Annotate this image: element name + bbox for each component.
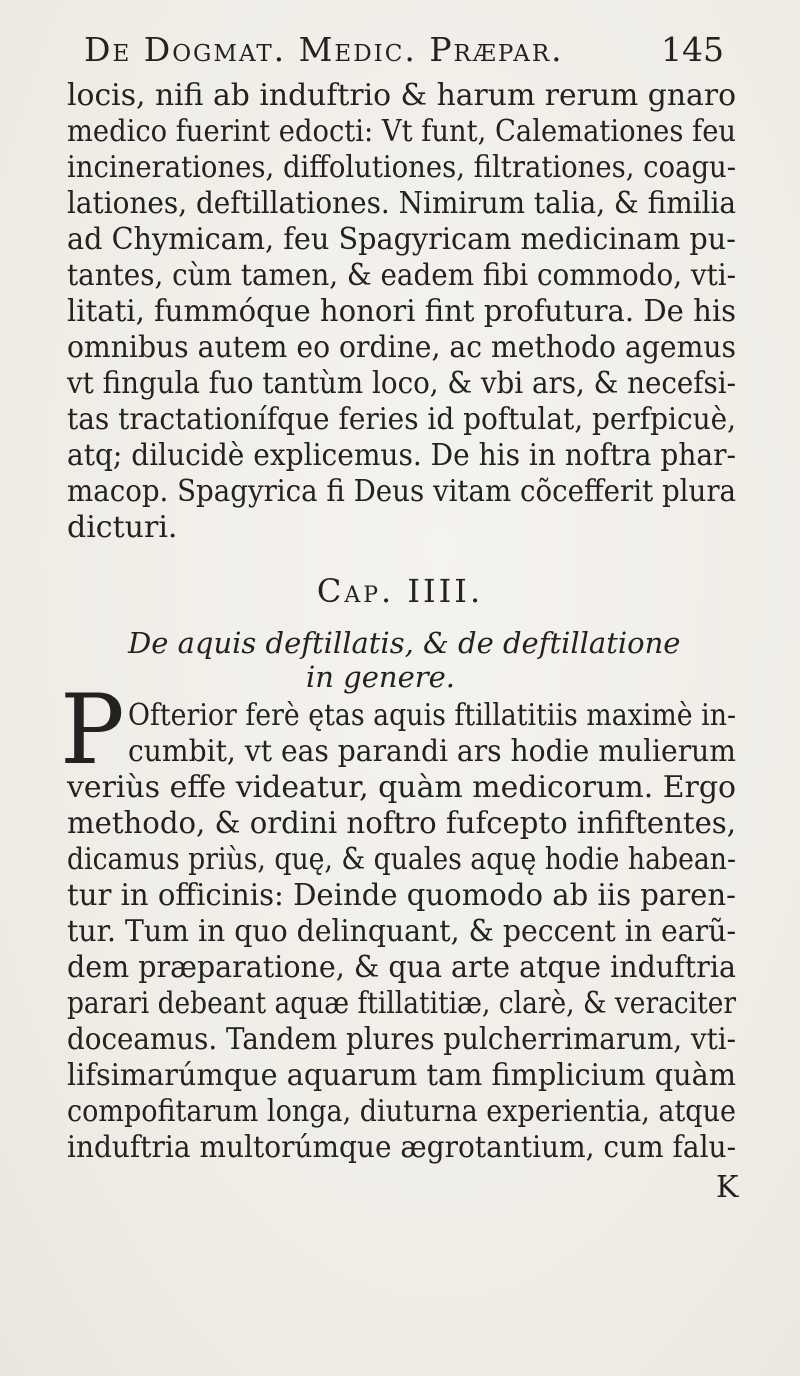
text-line: compofitarum longa, diuturna experientia, atque — [67, 1094, 736, 1129]
text-line: dem præparatione, & qua arte atque induftria — [67, 950, 736, 985]
text-line: incinerationes, diffolutiones, filtrationes, coagu- — [67, 150, 737, 185]
text-line: cumbit, vt eas parandi ars hodie mulierum — [128, 734, 736, 769]
text-line: parari debeant aquæ ftillatitiæ, clarè, & veraciter — [67, 986, 737, 1021]
text-line: lationes, deftillationes. Nimirum talia, & fimilia — [67, 186, 737, 221]
text-line: veriùs effe videatur, quàm medicorum. Ergo — [67, 770, 736, 805]
text-line: lifsimarúmque aquarum tam fimplicium quàm — [67, 1058, 736, 1093]
text-line: litati, fummóque honori fint profutura. De his — [67, 294, 737, 329]
text-line: doceamus. Tandem plures pulcherrimarum, vti- — [67, 1022, 736, 1057]
chapter-heading: Cap. IIII. — [316, 572, 484, 610]
page-header — [84, 30, 724, 74]
text-line: vt fingula fuo tantùm loco, & vbi ars, & necefsi- — [67, 366, 737, 401]
running-head: De Dogmat. Medic. Præpar. — [84, 30, 564, 69]
text-line: methodo, & ordini noftro fufcepto infiftentes, — [67, 806, 737, 841]
text-line: dicturi. — [67, 510, 178, 545]
text-line: tur in officinis: Deinde quomodo ab iis paren- — [67, 878, 736, 913]
chapter-subtitle: De aquis deftillatis, & de deftillatione — [128, 626, 681, 660]
text-line: tas tractationífque feries id poftulat, perfpicuè, — [67, 402, 737, 437]
catchword: K — [716, 1170, 739, 1205]
text-line: medico fuerint edocti: Vt funt, Calemationes feu — [67, 114, 736, 149]
text-line: macop. Spagyrica fi Deus vitam cõcefferit plura — [67, 474, 737, 509]
text-line: atq; dilucidè explicemus. De his in noftra phar- — [67, 438, 736, 473]
text-line: tur. Tum in quo delinquant, & peccent in earũ- — [67, 914, 737, 949]
text-line: tantes, cùm tamen, & eadem fibi commodo, vti- — [67, 258, 737, 293]
text-line: Ofterior ferè ętas aquis ftillatitiis maximè in- — [128, 698, 737, 733]
chapter-subtitle-continued: in genere. — [306, 660, 455, 694]
page-number: 145 — [661, 30, 724, 69]
text-line: dicamus priùs, quę, & quales aquę hodie habean- — [67, 842, 736, 877]
text-line: ad Chymicam, feu Spagyricam medicinam pu- — [67, 222, 736, 257]
text-line: induftria multorúmque ægrotantium, cum falu- — [67, 1130, 737, 1165]
text-line: locis, nifi ab induftrio & harum rerum gnaro — [67, 78, 737, 113]
text-line: omnibus autem eo ordine, ac methodo agemus — [67, 330, 737, 365]
drop-cap: P — [60, 674, 125, 786]
